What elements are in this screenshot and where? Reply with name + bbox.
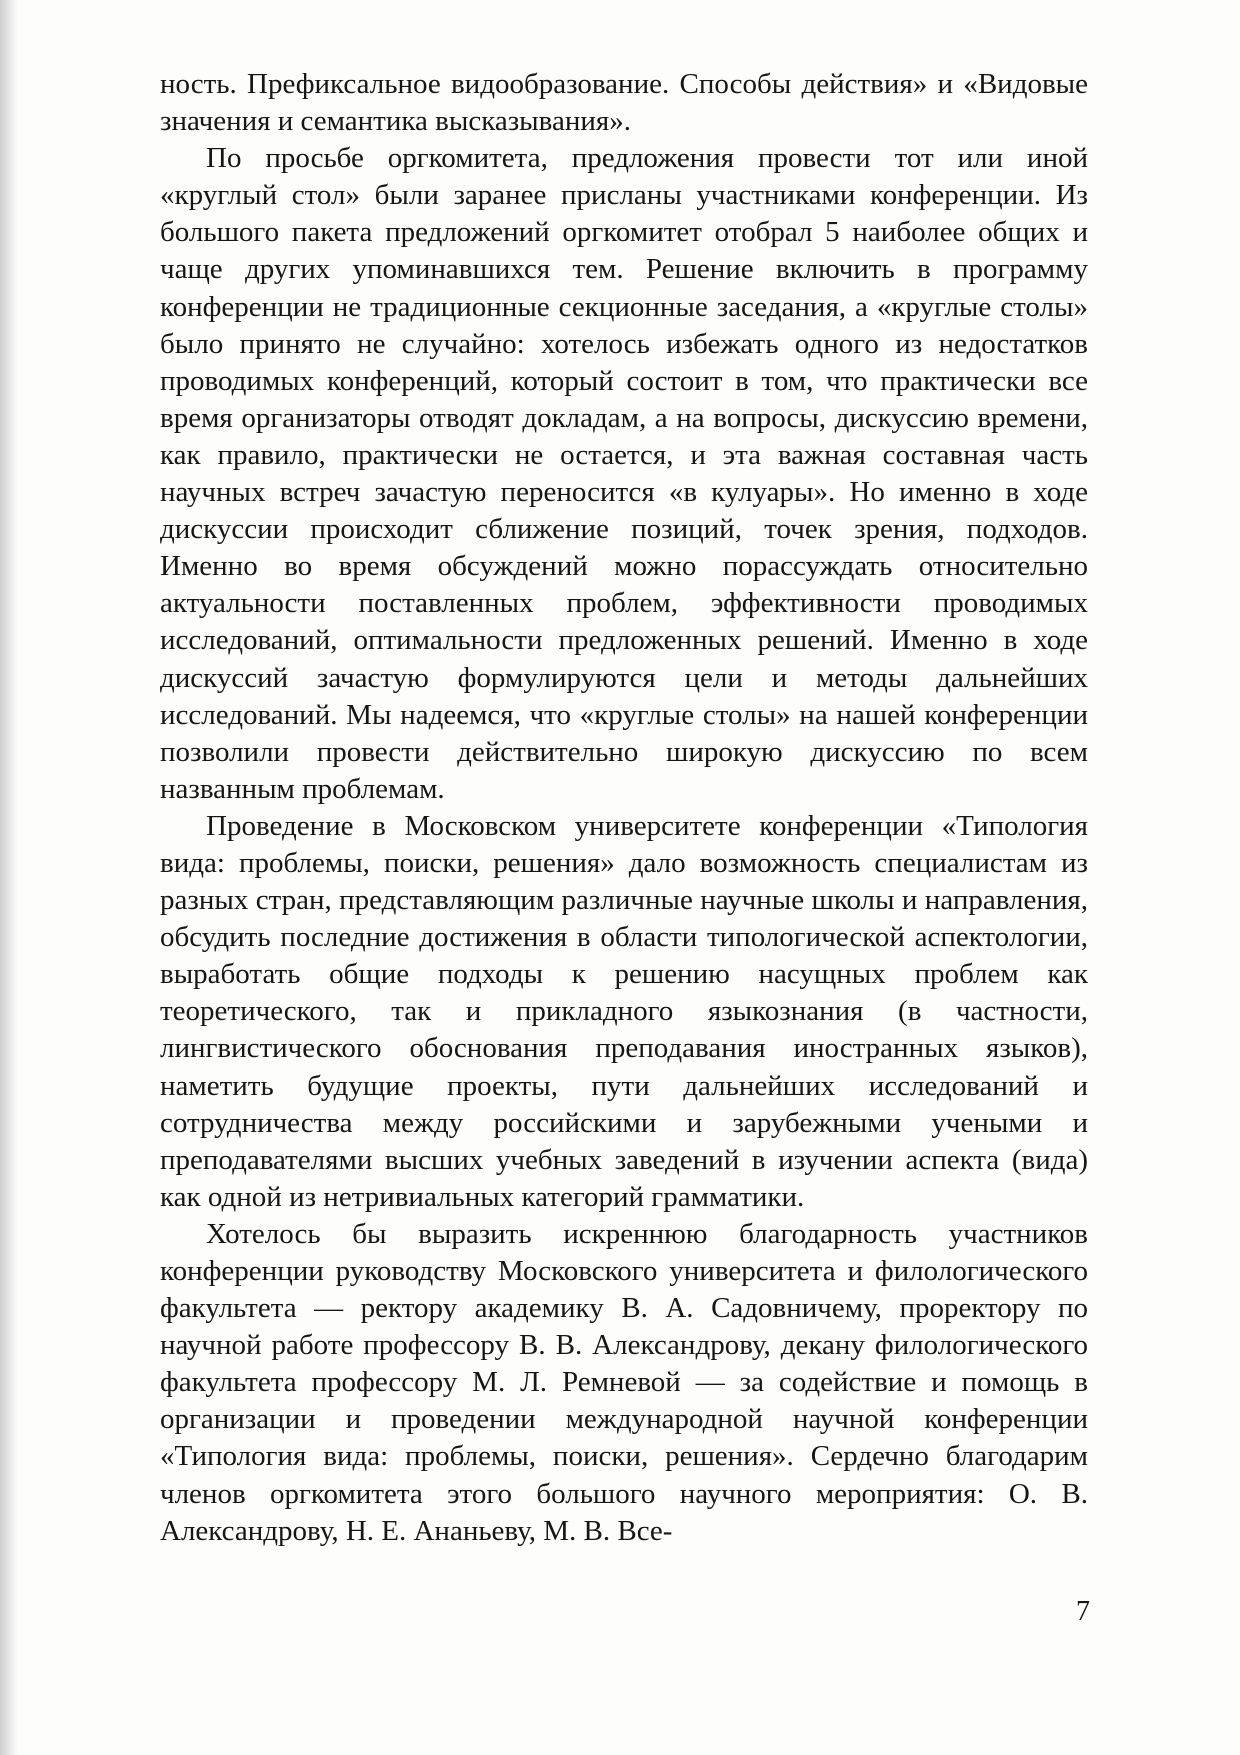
page-number: 7 — [1076, 1596, 1090, 1627]
scan-edge-shadow — [0, 0, 18, 1755]
paragraph-acknowledgements: Хотелось бы выразить искреннюю благодарность участников конференции руководству Московского университета и филологического факультета — ректору академику В. А. Садовничему, проректору по научной работе профессору В. В. Александрову, декану филологического факультета профессору М. Л. Ремневой — за содействие и помощь в организации и проведении международной научной конференции «Типология вида: проблемы, поиски, решения». Сердечно благодарим членов оргкомитета этого большого научного мероприятия: О. В. Александрову, Н. Е. Ананьеву, М. В. Все- — [160, 1217, 1088, 1547]
paragraph-continuation: ность. Префиксальное видообразование. Способы действия» и «Видовые значения и семантика высказывания». — [160, 68, 1088, 138]
body-text — [160, 66, 1088, 1550]
paragraph-conference-outcome: Проведение в Московском университете конференции «Типология вида: проблемы, поиски, решения» дало возможность специалистам из разных стран, представляющим различные научные школы и направления, обсудить последние достижения в области типологической аспектологии, выработать общие подходы к решению насущных проблем как теоретического, так и прикладного языкознания (в частности, лингвистического обоснования преподавания иностранных языков), наметить будущие проекты, пути дальнейших исследований и сотрудничества между российскими и зарубежными учеными и преподавателями высших учебных заведений в изучении аспекта (вида) как одной из нетривиальных категорий грамматики. — [160, 809, 1088, 1213]
paragraph-round-tables: По просьбе оргкомитета, предложения провести тот или иной «круглый стол» были заранее присланы участниками конференции. Из большого пакета предложений оргкомитет отобрал 5 наиболее общих и чаще других упоминавшихся тем. Решение включить в программу конференции не традиционные секционные заседания, а «круглые столы» было принято не случайно: хотелось избежать одного из недостатков проводимых конференций, который состоит в том, что практически все время организаторы отводят докладам, а на вопросы, дискуссию времени, как правило, практически не остается, и эта важная составная часть научных встреч зачастую переносится «в кулуары». Но именно в ходе дискуссии происходит сближение позиций, точек зрения, подходов. Именно во время обсуждений можно порассуждать относительно актуальности поставленных проблем, эффективности проводимых исследований, оптимальности предложенных решений. Именно в ходе дискуссий зачастую формулируются цели и методы дальнейших исследований. Мы надеемся, что «круглые столы» на нашей конференции позволили провести действительно широкую дискуссию по всем названным проблемам. — [160, 142, 1088, 805]
